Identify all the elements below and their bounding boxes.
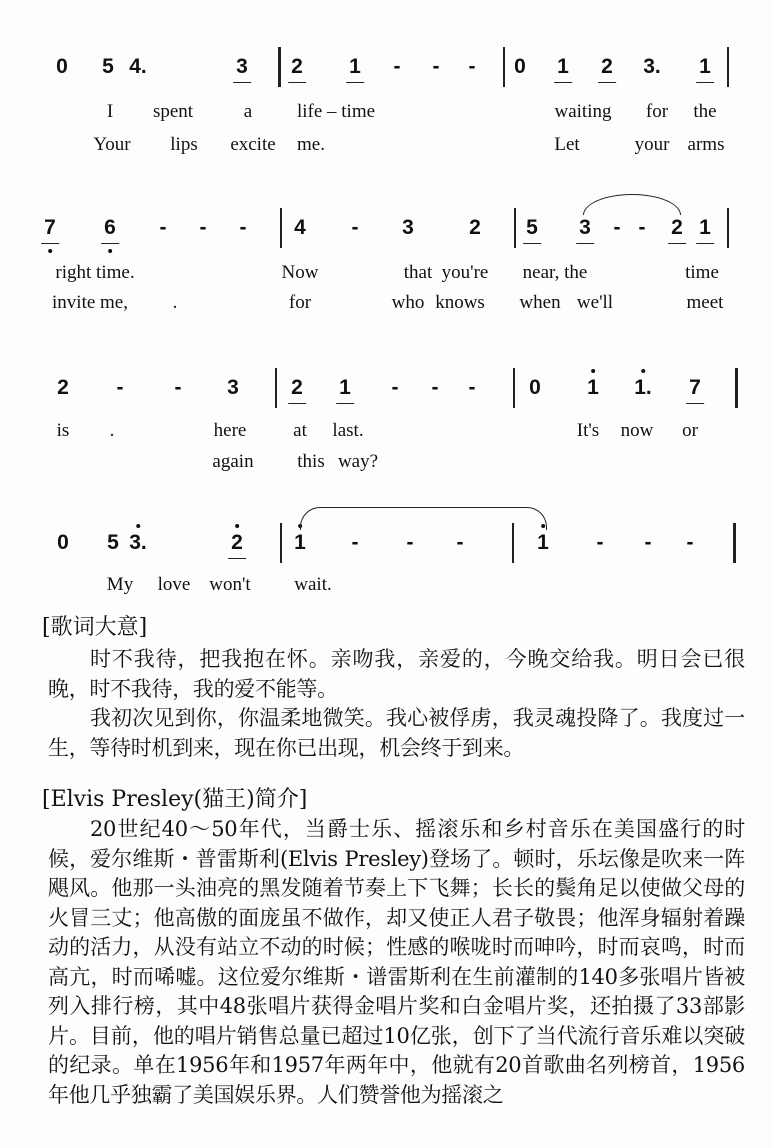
note-text: - <box>613 216 621 239</box>
note <box>129 531 147 555</box>
note-text: 1 <box>699 55 711 78</box>
note <box>339 376 351 400</box>
note <box>643 55 661 79</box>
dash-note <box>433 55 440 79</box>
lyric-word: arms <box>687 134 725 155</box>
note <box>689 376 701 400</box>
note <box>529 376 541 400</box>
lyric-word: we'll <box>576 292 614 313</box>
note-text: 1. <box>634 376 652 399</box>
note <box>579 216 591 240</box>
lyric-word: now <box>620 420 654 441</box>
barline <box>280 523 282 563</box>
paragraph: 我初次见到你，你温柔地微笑。我心被俘虏，我灵魂投降了。我度过一生，等待时机到来，现在你已出现，机会终于到来。 <box>48 706 745 760</box>
lyric-word: I <box>106 101 114 122</box>
note-text: - <box>456 531 464 554</box>
note <box>514 55 526 79</box>
note-text: 2 <box>469 216 481 239</box>
note-text: 5 <box>102 55 114 78</box>
lyric-word: waiting <box>554 101 612 122</box>
note-text: - <box>393 55 401 78</box>
note-text: 0 <box>56 55 68 78</box>
note-text: 0 <box>514 55 526 78</box>
lyric-word: at <box>293 420 307 441</box>
note-text: - <box>431 376 439 399</box>
lyric-word: is <box>56 420 70 441</box>
note-text: - <box>638 216 646 239</box>
note <box>671 216 683 240</box>
dash-note <box>469 55 476 79</box>
dash-note <box>432 376 439 400</box>
lyric-word: meet <box>686 292 724 313</box>
lyric-word: again <box>212 451 254 472</box>
note-text: 2 <box>291 376 303 399</box>
lyrics-meaning-heading: [歌词大意] <box>42 615 148 640</box>
dash-note <box>597 531 604 555</box>
barline <box>727 208 729 248</box>
note-text: 2 <box>671 216 683 239</box>
lyrics-meaning-text <box>48 645 745 763</box>
barline <box>280 208 282 248</box>
high-octave-dot <box>235 524 239 528</box>
lyric-word: love <box>157 574 191 595</box>
lyric-word: . <box>109 420 115 441</box>
note-text: 2 <box>57 376 69 399</box>
lyric-word: lips <box>170 134 198 155</box>
dash-note <box>240 216 247 240</box>
lyric-word: me. <box>297 134 325 155</box>
lyric-word: when <box>519 292 561 313</box>
lyric-word: Let <box>554 134 580 155</box>
lyric-word: here <box>213 420 247 441</box>
high-octave-dot <box>136 524 140 528</box>
dash-note <box>457 531 464 555</box>
lyric-word: this <box>297 451 325 472</box>
lyric-word: won't <box>209 574 251 595</box>
lyric-word: who <box>391 292 425 313</box>
dash-note <box>392 376 399 400</box>
note-text: 4. <box>129 55 147 78</box>
note-text: 3. <box>643 55 661 78</box>
lyric-word: your <box>634 134 670 155</box>
note-text: - <box>351 531 359 554</box>
note <box>57 376 69 400</box>
lyric-word: for <box>645 101 669 122</box>
slur <box>583 194 681 215</box>
lyric-word: Now <box>281 262 319 283</box>
note <box>587 376 599 400</box>
note-text: - <box>351 216 359 239</box>
lyric-word: My <box>106 574 134 595</box>
lyric-word: that <box>403 262 433 283</box>
note-text: 1 <box>349 55 361 78</box>
lyric-word: time <box>685 262 719 283</box>
dash-note <box>394 55 401 79</box>
note <box>102 55 114 79</box>
lyric-word: life – time <box>296 101 376 122</box>
bio-text <box>48 815 745 1110</box>
note <box>402 216 414 240</box>
note-text: - <box>391 376 399 399</box>
note-text: 1 <box>537 531 549 554</box>
note <box>634 376 652 400</box>
lyric-word: invite me, <box>52 292 128 313</box>
note-text: 2 <box>231 531 243 554</box>
dash-note <box>639 216 646 240</box>
note-text: - <box>239 216 247 239</box>
note-text: - <box>159 216 167 239</box>
note-text: 4 <box>294 216 306 239</box>
lyric-word: near, the <box>522 262 588 283</box>
note-text: 1 <box>699 216 711 239</box>
note <box>557 55 569 79</box>
dash-note <box>614 216 621 240</box>
note-text: 3 <box>402 216 414 239</box>
note-text: - <box>116 376 124 399</box>
dash-note <box>160 216 167 240</box>
double-barline <box>278 47 281 87</box>
bio-heading: [Elvis Presley(猫王)简介] <box>42 787 308 812</box>
note-text: - <box>644 531 652 554</box>
note <box>601 55 613 79</box>
lyric-word: the <box>693 101 717 122</box>
low-octave-dot <box>48 249 52 253</box>
barline <box>275 368 277 408</box>
note <box>291 376 303 400</box>
lyric-word: spent <box>152 101 194 122</box>
high-octave-dot <box>641 369 645 373</box>
barline <box>503 47 505 87</box>
lyric-word: It's <box>576 420 600 441</box>
lyric-word: last. <box>332 420 364 441</box>
note <box>294 531 306 555</box>
note <box>699 216 711 240</box>
dash-note <box>469 376 476 400</box>
dash-note <box>200 216 207 240</box>
note <box>699 55 711 79</box>
note <box>107 531 119 555</box>
note-text: 7 <box>689 376 701 399</box>
lyric-word: right time. <box>55 262 135 283</box>
dash-note <box>175 376 182 400</box>
dash-note <box>687 531 694 555</box>
lyric-word: Your <box>93 134 131 155</box>
low-octave-dot <box>108 249 112 253</box>
barline <box>727 47 729 87</box>
lyric-word: for <box>288 292 312 313</box>
dash-note <box>645 531 652 555</box>
note-text: - <box>468 376 476 399</box>
note-text: - <box>596 531 604 554</box>
note-text: 5 <box>526 216 538 239</box>
dash-note <box>352 216 359 240</box>
note <box>294 216 306 240</box>
note <box>129 55 147 79</box>
dash-note <box>352 531 359 555</box>
paragraph: 时不我待，把我抱在怀。亲吻我，亲爱的，今晚交给我。明日会已很晚，时不我待，我的爱不能等。 <box>48 647 745 701</box>
note-text: - <box>174 376 182 399</box>
note-text: - <box>199 216 207 239</box>
note-text: 7 <box>44 216 56 239</box>
note-text: 6 <box>104 216 116 239</box>
note-text: - <box>406 531 414 554</box>
lyric-word: or <box>682 420 698 441</box>
note <box>236 55 248 79</box>
note-text: 1 <box>557 55 569 78</box>
lyric-word: excite <box>230 134 276 155</box>
note <box>349 55 361 79</box>
note <box>44 216 56 240</box>
double-barline <box>733 523 736 563</box>
lyric-word: you're <box>441 262 489 283</box>
note <box>291 55 303 79</box>
note-text: 0 <box>529 376 541 399</box>
lyric-word: . <box>172 292 178 313</box>
note-text: - <box>468 55 476 78</box>
note-text: - <box>432 55 440 78</box>
note-text: 3. <box>129 531 147 554</box>
slur <box>300 507 547 530</box>
double-barline <box>735 368 738 408</box>
dash-note <box>117 376 124 400</box>
note <box>57 531 69 555</box>
note-text: 1 <box>339 376 351 399</box>
lyric-word: way? <box>337 451 379 472</box>
high-octave-dot <box>591 369 595 373</box>
note-text: 5 <box>107 531 119 554</box>
note-text: 3 <box>236 55 248 78</box>
barline <box>513 368 515 408</box>
note-text: 3 <box>227 376 239 399</box>
lyric-word: a <box>243 101 253 122</box>
note-text: 3 <box>579 216 591 239</box>
note-text: 2 <box>291 55 303 78</box>
note <box>227 376 239 400</box>
barline <box>514 208 516 248</box>
note-text: 1 <box>294 531 306 554</box>
note-text: 2 <box>601 55 613 78</box>
note-text: 0 <box>57 531 69 554</box>
note <box>469 216 481 240</box>
note-text: 1 <box>587 376 599 399</box>
note-text: - <box>686 531 694 554</box>
lyric-word: wait. <box>294 574 332 595</box>
paragraph: 20世纪40～50年代，当爵士乐、摇滚乐和乡村音乐在美国盛行的时候，爱尔维斯・普雷斯利(Elvis Presley)登场了。顿时，乐坛像是吹来一阵飓风。他那一头油亮的黑发随着节奏上下飞舞；长长的鬓角足以使做父母的火冒三丈；他高傲的面庞虽不做作，却又使正人君子敬畏；他浑身辐射着躁动的活力，从没有站立不动的时候；性感的喉咙时而呻吟，时而哀鸣，时而高亢，时而唏嘘。这位爱尔维斯・谱雷斯利在生前灌制的140多张唱片皆被列入排行榜，其中48张唱片获得金唱片奖和白金唱片奖，还拍摄了33部影片。目前，他的唱片销售总量已超过10亿张，创下了当代流行音乐难以突破的纪录。单在1956年和1957年两年中，他就有20首歌曲名列榜首，1956年他几乎独霸了美国娱乐界。人们赞誉他为摇滚之 <box>48 817 745 1107</box>
note <box>56 55 68 79</box>
dash-note <box>407 531 414 555</box>
note <box>104 216 116 240</box>
note <box>231 531 243 555</box>
note <box>526 216 538 240</box>
note <box>537 531 549 555</box>
lyric-word: knows <box>435 292 485 313</box>
